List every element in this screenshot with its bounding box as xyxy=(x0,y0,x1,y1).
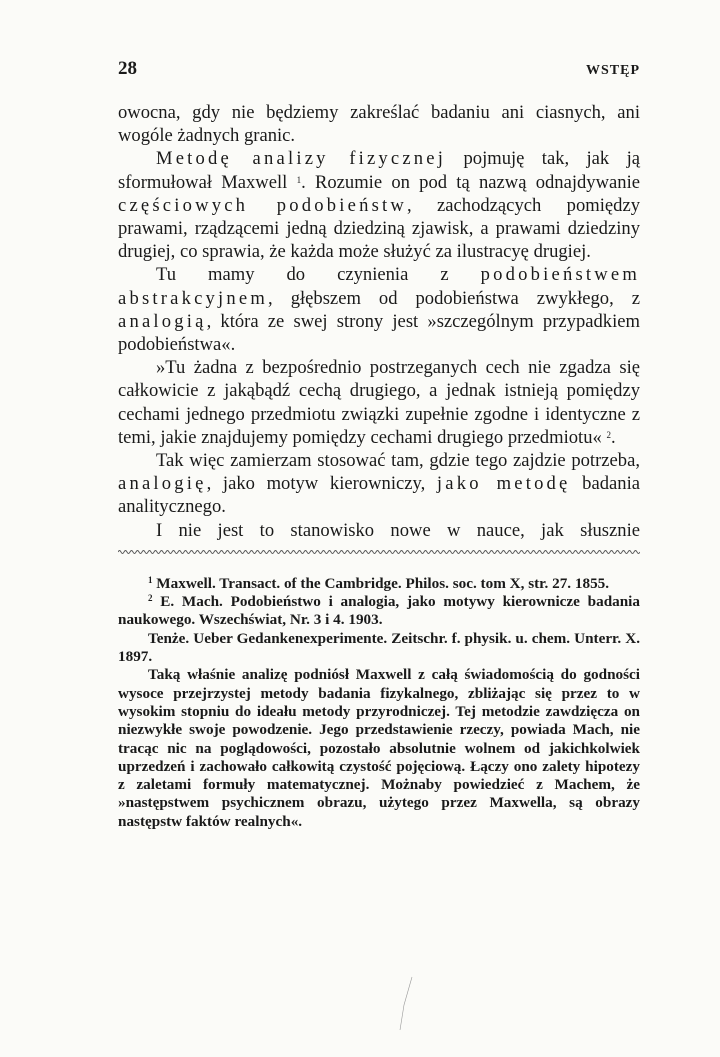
emphasis-spaced: jako metodę xyxy=(436,473,571,495)
footnote xyxy=(118,630,640,667)
text-run: pojmuję tak, jak ją sformułował Maxwell xyxy=(118,148,640,193)
footnote xyxy=(118,593,640,630)
emphasis-spaced: analogią xyxy=(118,310,207,332)
wavy-divider xyxy=(118,548,640,556)
footnote-mark: 1 xyxy=(148,574,153,585)
text-run: . xyxy=(610,426,616,448)
text-run: I nie jest to stanowisko nowe w nauce, jak słusznie xyxy=(156,519,640,541)
paragraph-analogy xyxy=(118,449,640,519)
emphasis-spaced: częściowych podobieństw xyxy=(118,194,407,216)
page-header xyxy=(118,58,640,98)
text-run: , która ze swej strony jest »szczególnym przypadkiem podobieństwa«. xyxy=(118,310,640,356)
paragraph-method xyxy=(118,147,640,263)
text-run: »Tu żadna z bezpośrednio postrzeganych cech nie zgadza się całkowicie z jakąbądź cechą drugiego, a jednak istnieją pomiędzy cechami jednego przedmiotu związki zupełnie zgodne i identyczne z temi, jakie znajdujemy pomiędzy cechami drugiego przedmiotu« xyxy=(118,357,640,448)
emphasis-spaced: podobieństwem abstrakcyjnem xyxy=(118,264,640,309)
paragraph-last-line xyxy=(118,519,640,542)
pencil-mark xyxy=(392,975,422,1035)
text-run: Tu mamy do czynienia z xyxy=(156,264,481,286)
emphasis-spaced: Metodę analizy fizycznej xyxy=(156,148,447,170)
footnote xyxy=(118,666,640,831)
paragraph-continuation xyxy=(118,101,640,147)
text-run: . Rozumie on pod tą nazwą odnajdywanie xyxy=(301,171,640,193)
text-run: owocna, gdy nie będziemy zakreślać badaniu ani ciasnych, ani wogóle żadnych granic. xyxy=(118,102,640,147)
book-page xyxy=(118,58,640,831)
text-run: Tak więc zamierzam stosować tam, gdzie tego zajdzie potrzeba, xyxy=(156,450,640,472)
footnote-text: E. Mach. Podobieństwo i analogia, jako motywy kierownicze badania naukowego. Wszechświat, Nr. 3 i 4. 1903. xyxy=(118,593,640,629)
page-number: 28 xyxy=(118,58,137,79)
footnote-ref: 1 xyxy=(296,174,302,185)
running-head: WSTĘP xyxy=(585,63,640,78)
footnote-ref: 2 xyxy=(606,429,611,440)
text-run: , zachodzących pomiędzy prawami, rządzącemi jedną dziedziną zjawisk, a prawami dziedziny drugiej, co sprawia, że każda może służyć za ilustracyę drugiej. xyxy=(118,194,640,263)
footnote-mark: 2 xyxy=(148,593,153,604)
footnote-text: Taką właśnie analizę podniósł Maxwell z całą świadomością do godności wysoce przejrzystej metody badania fizykalnego, zbliżając się przez to w wysokim stopniu do ideału metody przyrodniczej. Tej metodzie zawdzięcza on niezwykłe swoje powodzenie. Jego przedstawienie rzeczy, powiada Mach, nie tracąc nic na poglądowości, pozostało absolutnie wolnem od jakichkolwiek uprzedzeń i zachowało całkowitą czystość pojęciową. Łączy ono zalety hipotezy z zaletami formuły matematycznej. Możnaby powiedzieć z Machem, że »następstwem psychicznem obrazu, użytego przez Maxwella, są obrazy następstw faktów realnych«. xyxy=(118,666,640,830)
footnotes xyxy=(118,575,640,831)
text-run: badania analitycznego. xyxy=(118,473,640,518)
text-run: , głębszem od podobieństwa zwykłego, z xyxy=(268,287,640,309)
footnote xyxy=(118,575,640,593)
text-run: , jako motyw kierowniczy, xyxy=(206,473,437,495)
footnote-text: Tenże. Ueber Gedankenexperimente. Zeitschr. f. physik. u. chem. Unterr. X. 1897. xyxy=(118,629,640,666)
emphasis-spaced: analogię xyxy=(118,473,207,495)
paragraph-quote xyxy=(118,356,640,449)
footnote-text: Maxwell. Transact. of the Cambridge. Philos. soc. tom X, str. 27. 1855. xyxy=(152,574,610,592)
main-text xyxy=(118,101,640,542)
paragraph-abstract-similarity xyxy=(118,263,640,356)
